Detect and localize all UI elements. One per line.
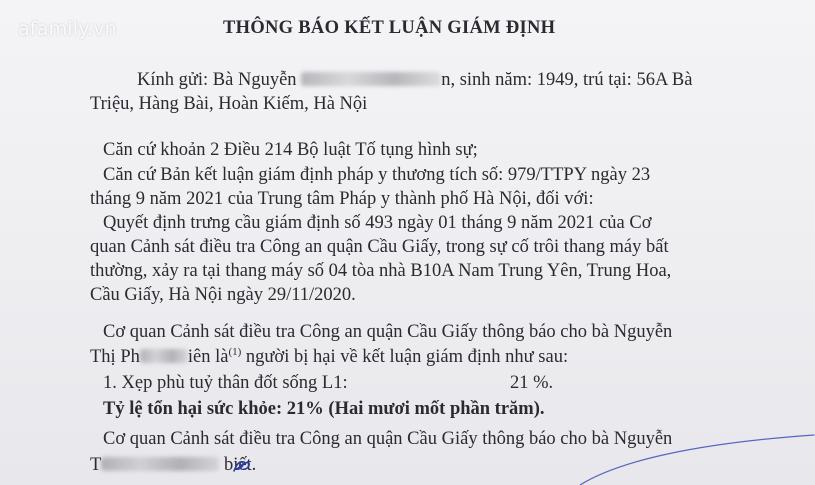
redacted-name: [301, 72, 441, 86]
footnote-marker: (1): [228, 345, 242, 358]
line-legal-basis-2: Căn cứ Bản kết luận giám định pháp y thương tích số: 979/TTPY ngày 23: [103, 165, 651, 185]
line-notice-3: Cơ quan Cảnh sát điều tra Công an quận Cầu Giấy thông báo cho bà Nguyễn: [103, 429, 673, 449]
victim-prefix: Thị Ph: [90, 347, 140, 367]
addressee-suffix: n, sinh năm: 1949, trú tại: 56A Bà: [441, 70, 693, 90]
line-legal-basis-1: Căn cứ khoản 2 Điều 214 Bộ luật Tố tụng hình sự;: [103, 140, 478, 160]
line-decision-3: thường, xảy ra tại thang máy số 04 tòa nhà B10A Nam Trung Yên, Trung Hoa,: [90, 261, 672, 281]
recipient-suffix: biết.: [219, 455, 257, 475]
line-legal-basis-3: tháng 9 năm 2021 của Trung tâm Pháp y thành phố Hà Nội, đối với:: [90, 189, 594, 209]
victim-mid: iên là: [187, 347, 229, 367]
line-addressee: [137, 69, 692, 91]
victim-suffix: người bị hại về kết luận giám định như sau:: [241, 347, 569, 367]
pen-curve-icon: [560, 425, 815, 485]
finding-percentage: 21 %.: [510, 373, 554, 393]
pen-stroke-icon: [232, 457, 254, 475]
line-decision-2: quan Cảnh sát điều tra Công an quận Cầu Giấy, trong sự cố trôi thang máy bất: [90, 237, 669, 257]
line-notice-2: [90, 346, 568, 368]
addressee-prefix: Kính gửi: Bà Nguyễn: [137, 70, 297, 90]
afamily-watermark: afamily.vn: [18, 18, 117, 40]
line-decision-4: Cầu Giấy, Hà Nội ngày 29/11/2020.: [90, 285, 356, 305]
title-text: THÔNG BÁO KẾT LUẬN GIÁM ĐỊNH: [223, 18, 556, 38]
redacted-name: [140, 349, 188, 363]
line-decision-1: Quyết định trưng cầu giám định số 493 ngày 01 tháng 9 năm 2021 của Cơ: [103, 213, 652, 233]
line-address: Triệu, Hàng Bài, Hoàn Kiếm, Hà Nội: [90, 94, 368, 114]
redacted-name: [101, 457, 219, 471]
line-notice-1: Cơ quan Cảnh sát điều tra Công an quận Cầu Giấy thông báo cho bà Nguyễn: [103, 322, 673, 342]
finding-label: 1. Xẹp phù tuỷ thân đốt sống L1:: [103, 373, 348, 393]
line-injury-rate: Tỷ lệ tổn hại sức khỏe: 21% (Hai mươi mốt phần trăm).: [103, 399, 545, 419]
line-finding-item: [103, 372, 623, 394]
recipient-prefix: T: [90, 455, 102, 475]
